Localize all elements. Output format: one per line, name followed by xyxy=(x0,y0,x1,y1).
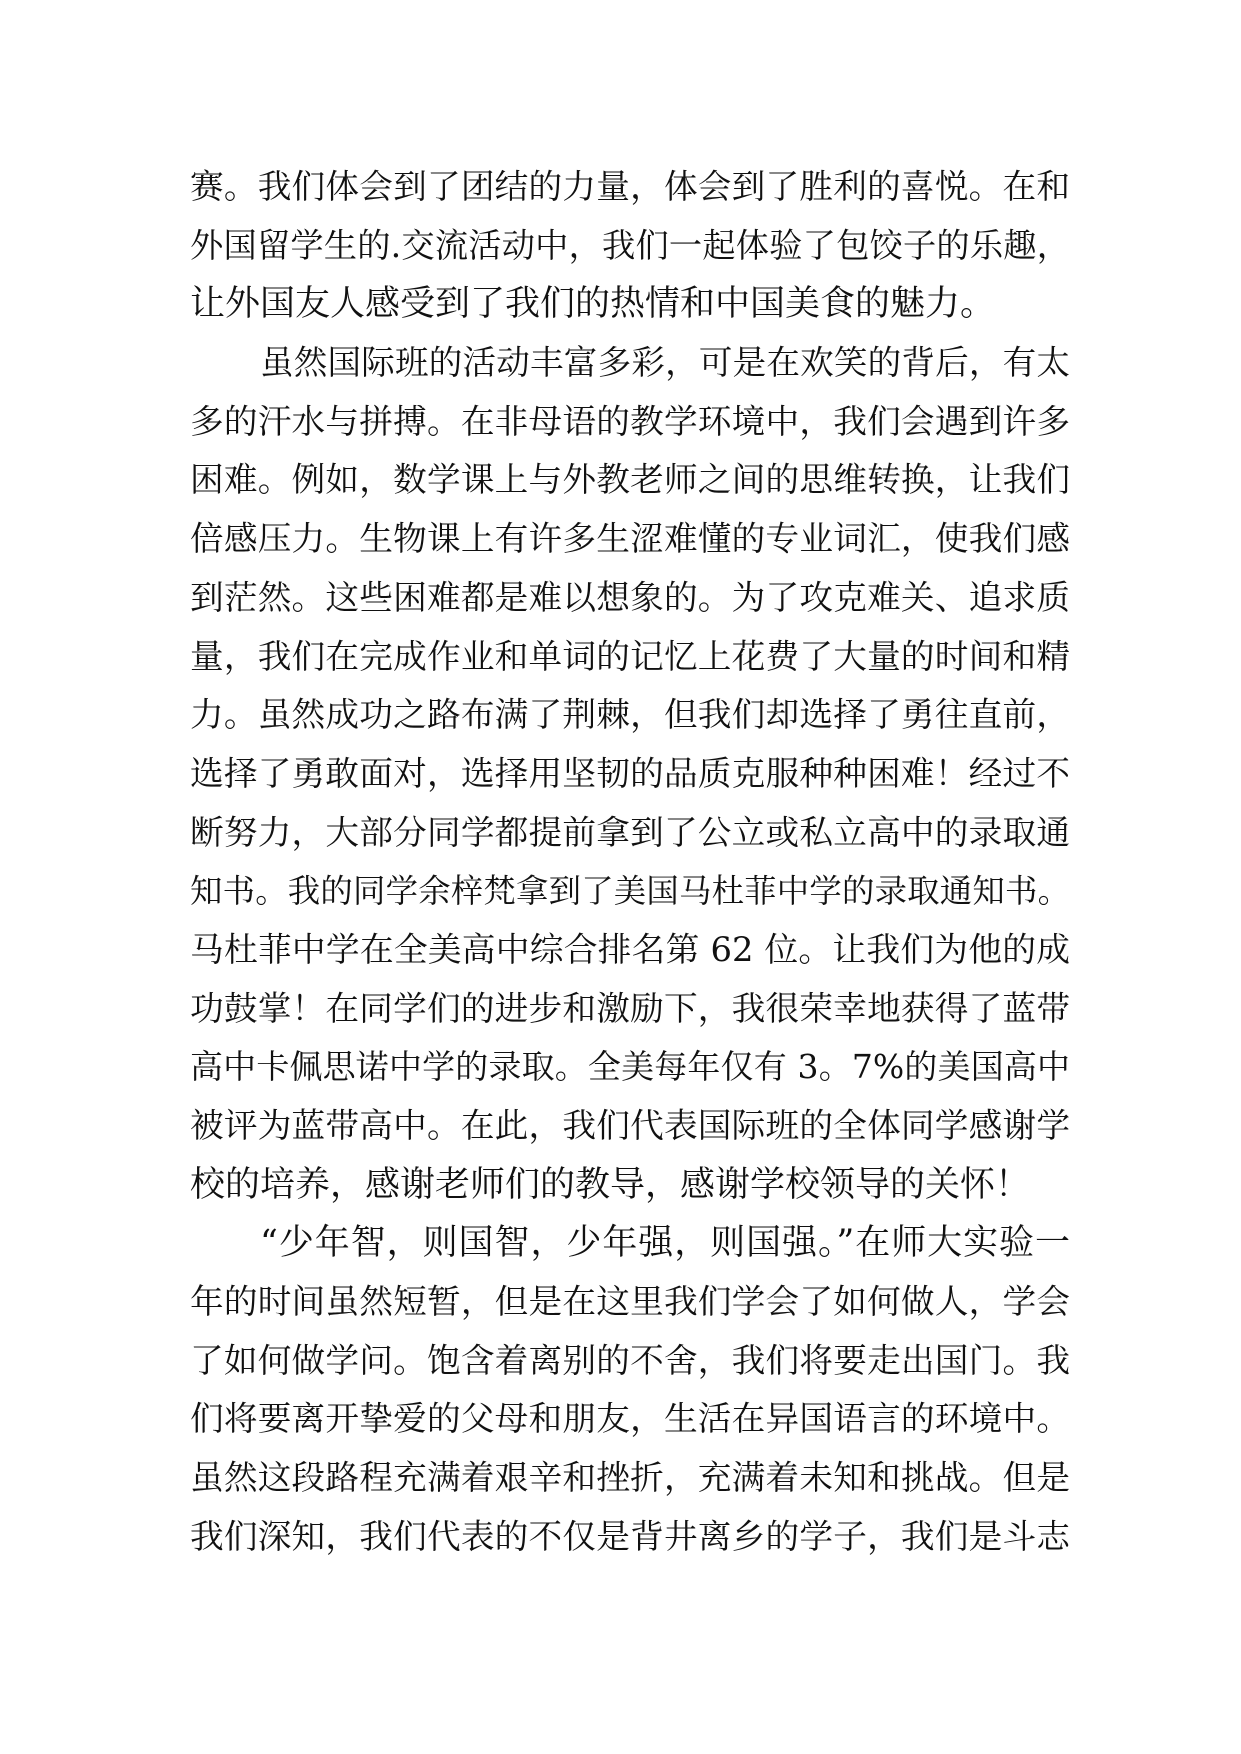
text-line: 多的汗水与拼搏。在非母语的教学环境中，我们会遇到许多 xyxy=(190,401,1070,441)
text-line: 虽然这段路程充满着艰辛和挫折，充满着未知和挑战。但是 xyxy=(190,1458,1070,1498)
text-line: 量，我们在完成作业和单词的记忆上花费了大量的时间和精 xyxy=(190,636,1070,676)
text-line: 困难。例如，数学课上与外教老师之间的思维转换，让我们 xyxy=(190,460,1070,500)
text-line: 选择了勇敢面对，选择用坚韧的品质克服种种困难！经过不 xyxy=(190,753,1070,793)
text-line: 了如何做学问。饱含着离别的不舍，我们将要走出国门。我 xyxy=(190,1340,1070,1380)
text-line: 到茫然。这些困难都是难以想象的。为了攻克难关、追求质 xyxy=(190,577,1070,617)
text-line: 倍感压力。生物课上有许多生涩难懂的专业词汇，使我们感 xyxy=(190,519,1070,559)
text-line: 让外国友人感受到了我们的热情和中国美食的魅力。 xyxy=(190,284,996,325)
text-line: 虽然国际班的活动丰富多彩，可是在欢笑的背后，有太 xyxy=(260,343,1070,383)
text-line: 高中卡佩思诺中学的录取。全美每年仅有 3。7%的美国高中 xyxy=(190,1047,1070,1087)
text-line: 们将要离开挚爱的父母和朋友，生活在异国语言的环境中。 xyxy=(190,1399,1070,1439)
text-line: 校的培养，感谢老师们的教导，感谢学校领导的关怀！ xyxy=(190,1164,1031,1205)
text-line: 被评为蓝带高中。在此，我们代表国际班的全体同学感谢学 xyxy=(190,1106,1070,1145)
body-text xyxy=(190,158,1070,1567)
text-line: 知书。我的同学余梓梵拿到了美国马杜菲中学的录取通知书。 xyxy=(190,872,1070,911)
text-line: 赛。我们体会到了团结的力量，体会到了胜利的喜悦。在和 xyxy=(190,167,1070,206)
text-line: 我们深知，我们代表的不仅是背井离乡的学子，我们是斗志 xyxy=(190,1516,1070,1556)
text-line: 断努力，大部分同学都提前拿到了公立或私立高中的录取通 xyxy=(190,812,1070,852)
text-line: 功鼓掌！在同学们的进步和激励下，我很荣幸地获得了蓝带 xyxy=(190,988,1070,1028)
text-line: 马杜菲中学在全美高中综合排名第 62 位。让我们为他的成 xyxy=(190,929,1070,969)
text-line: 力。虽然成功之路布满了荆棘，但我们却选择了勇往直前， xyxy=(190,695,1070,735)
text-line: 年的时间虽然短暂，但是在这里我们学会了如何做人，学会 xyxy=(190,1282,1070,1322)
text-line: “少年智，则国智，少年强，则国强。”在师大实验一 xyxy=(260,1223,1070,1264)
text-line: 外国留学生的.交流活动中，我们一起体验了包饺子的乐趣， xyxy=(190,225,1070,265)
